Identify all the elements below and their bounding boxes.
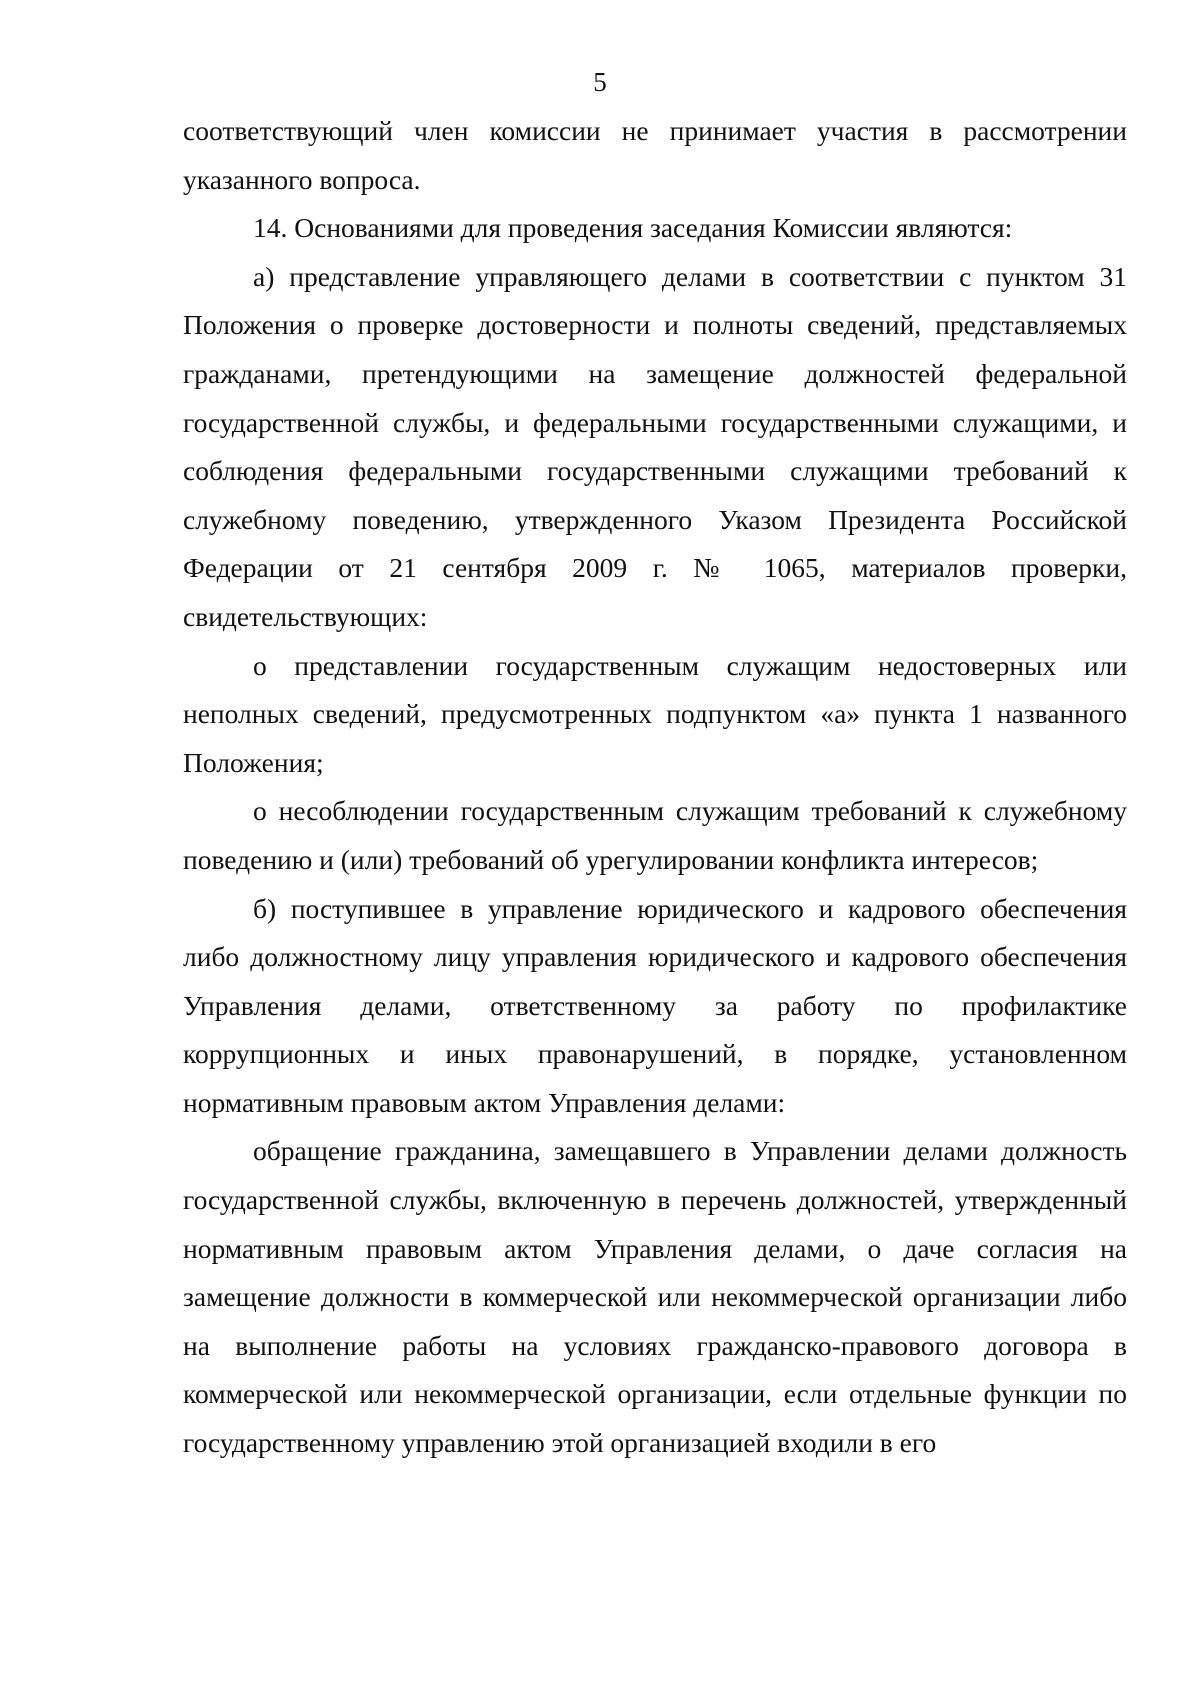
- paragraph-item-a: а) представление управляющего делами в соответствии с пунктом 31 Положения о проверке достоверности и полноты сведений, представляемых гражданами, претендующими на замещение должностей федеральной государственной службы, и федеральными государственными служащими, и соблюдения федеральными государственными служащими требований к служебному поведению, утвержденного Указом Президента Российской Федерации от 21 сентября 2009 г. № 1065, материалов проверки, свидетельствующих:: [183, 260, 1127, 632]
- page-number: 5: [593, 67, 607, 97]
- document-body: [183, 107, 1127, 1468]
- paragraph-item-b: б) поступившее в управление юридического и кадрового обеспечения либо должностному лицу управления юридического и кадрового обеспечения Управления делами, ответственному за работу по профилактике коррупционных и иных правонарушений, в порядке, установленном нормативным правовым актом Управления делами:: [183, 892, 1127, 1118]
- paragraph-appeal: обращение гражданина, замещавшего в Управлении делами должность государственной службы, включенную в перечень должностей, утвержденный нормативным правовым актом Управления делами, о даче согласия на замещение должности в коммерческой или некоммерческой организации либо на выполнение работы на условиях гражданско-правового договора в коммерческой или некоммерческой организации, если отдельные функции по государственному управлению этой организацией входили в его: [183, 1135, 1127, 1459]
- paragraph-item-14: 14. Основаниями для проведения заседания Комиссии являются:: [253, 212, 1013, 244]
- paragraph-subitem-2: о несоблюдении государственным служащим требований к служебному поведению и (или) требований об урегулировании конфликта интересов;: [183, 795, 1127, 875]
- paragraph-subitem-1: о представлении государственным служащим недостоверных или неполных сведений, предусмотренных подпунктом «а» пункта 1 названного Положения;: [183, 649, 1127, 778]
- paragraph-continuation: соответствующий член комиссии не принимает участия в рассмотрении указанного вопроса.: [183, 115, 1127, 195]
